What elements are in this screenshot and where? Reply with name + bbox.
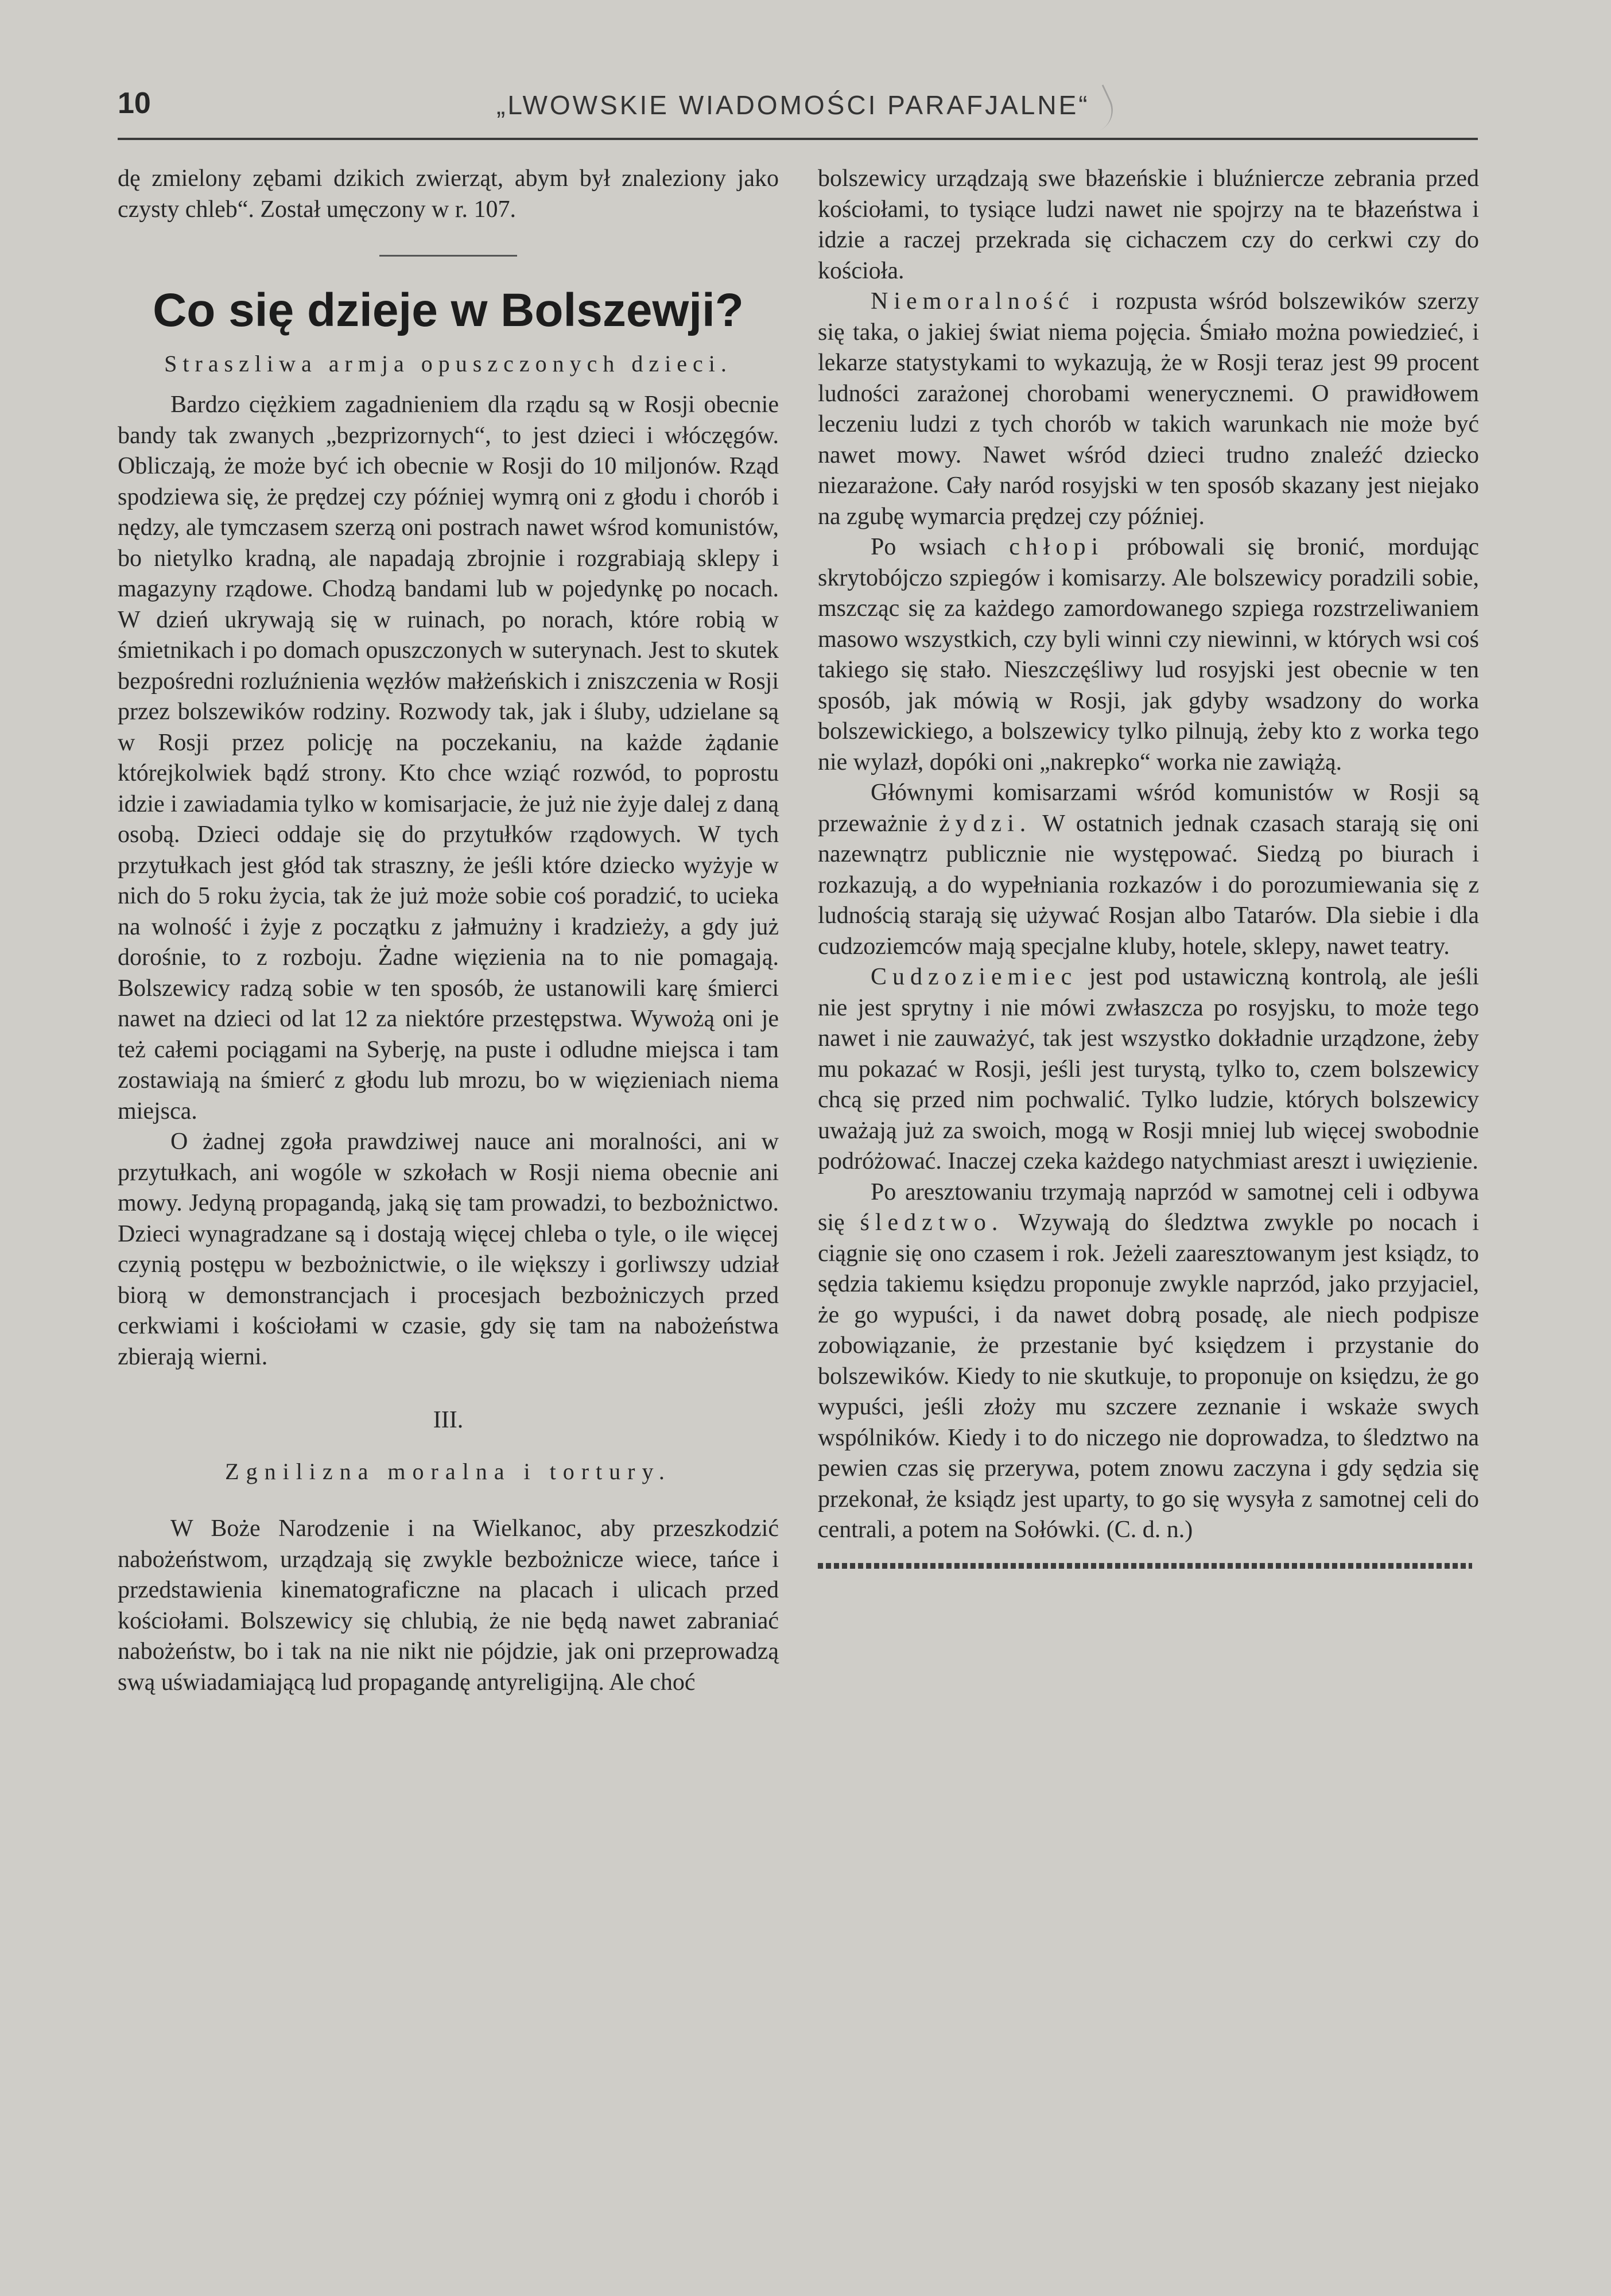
paragraph [818,532,1479,778]
article-headline: Co się dzieje w Bolszewji? [153,284,744,336]
emphasis-text: Cudzoziemiec [871,964,1078,990]
emphasis-text: żydzi. [938,810,1032,837]
running-title: „LWOWSKIE WIADOMOŚCI PARAFJALNE“ [496,90,1090,120]
section-number: III. [433,1407,464,1433]
separator-rule [379,255,517,257]
intro-paragraph: dę zmielony zębami dzikich zwierząt, abym był znaleziony jako czysty chleb“. Został umęczony w r. 107. [118,165,779,223]
paragraph-text: Wzywają do śledztwa zwykle po nocach i ciągnie się ono czasem i rok. Jeżeli zaaresztowanym jest ksiądz, to sędzia takiemu księdzu proponuje zwykle naprzód, jako przyjaciel, że go wypuści, i da nawet dobrą posadę, ale niech podpisze zobowiązanie, że przestanie być księdzem i przystanie do bolszewików. Kiedy to nie skutkuje, to proponuje on księdzu, że go wypuści, jeśli złoży mu szczere zeznanie i wskaże swych wspólników. Kiedy i to do niczego nie doprowadza, to śledztwo na pewien czas się przerywa, potem znowu zaczyna i gdy sędzia się przekonał, że ksiądz jest uparty, to go się wysyła z samotnej celi do centrali, a potem na Sołówki. [818,1209,1479,1543]
paragraph-text: rozpusta wśród bolszewików szerzy się taka, o jakiej świat niema pojęcia. Śmiało można powiedzieć, i lekarze statystykami to wykazują, że w Rosji teraz jest 99 procent ludności zarażonej chorobami wenerycznemi. O prawidłowem leczeniu ludzi z tych chorób w takich warunkach nie może być nawet mowy. Nawet wśród dzieci trudno znaleźć dziecko niezarażone. Cały naród rosyjski w ten sposób skazany jest niejako na zgubę wymarcia prędzej czy później. [818,288,1479,530]
emphasis-text: chłopi [1009,534,1104,560]
paragraph-text: próbowali się bronić, mordując skrytobójczo szpiegów i komisarzy. Ale bolszewicy poradzili sobie, mszcząc się za każdego zamordowanego szpiega rozstrzeliwaniem masowo wszystkich, czy byli winni czy niewinni, w których wsi coś takiego się stało. Nieszczęśliwy lud rosyjski jest obecnie w ten sposób, jak mówią w Rosji, jak gdyby wsadzony do worka bolszewickiego, a bolszewicy tylko pilnują, żeby kto z worka tego nie wylazł, dopóki oni „nakrepko“ worka nie zawiążą. [818,534,1479,775]
paragraph-text: Po aresztowaniu trzymają naprzód w samotnej celi i odbywa się [818,1178,1479,1236]
continued-note: (C. d. n.) [1106,1517,1193,1543]
emphasis-text: Niemoralność i [871,288,1105,315]
end-rule [818,1563,1472,1569]
paragraph [818,286,1479,532]
emphasis-text: śledztwo. [860,1209,1004,1236]
paragraph [818,962,1479,1177]
paragraph [818,778,1479,962]
paragraph: O żadnej zgoła prawdziwej nauce ani moralności, ani w przytułkach, ani wogóle w szkołach w Rosji niema obecnie ani mowy. Jedyną propagandą, jaką się tam prowadzi, to bezbożnictwo. Dzieci wynagradzane są i dostają więcej chleba o tyle, o ile więcej czynią postępu w bezbożnictwie, o ile większy i gorliwszy udział biorą w demonstrancjach i procesjach bezbożniczych przed cerkwiami i kościołami w czasie, gdy się tam na nabożeństwa zbierają wierni. [118,1128,779,1370]
paragraph-text: jest pod ustawiczną kontrolą, ale jeśli nie jest sprytny i nie mówi zwłaszcza po rosyjsku, to może tego nawet i nie zauważyć, tak jest wszystko dokładnie urządzone, żeby mu pokazać w Rosji, jeśli jest turystą, tylko to, czem bolszewicy chcą się przed nim pochwalić. Tylko ludzie, których bolszewicy uważają już za swoich, mogą w Rosji mniej lub więcej swobodnie podróżować. Inaczej czeka każdego natychmiast areszt i uwięzienie. [818,964,1479,1174]
page-header [118,86,1478,140]
paragraph [818,1177,1479,1546]
paragraph-text: W ostatnich jednak czasach starają się oni nazewnątrz publicznie nie występować. Siedzą po biurach i rozkazują, a do wypełniania rozkazów i do porozumiewania się z ludnością starają się używać Rosjan albo Tatarów. Dla siebie i dla cudzoziemców mają specjalne kluby, hotele, sklepy, nawet teatry. [818,810,1479,960]
article-subheading: Straszliwa armja opuszczonych dzieci. [164,351,732,377]
left-column [118,164,779,1698]
paragraph-text: Głównymi komisarzami wśród komunistów w Rosji są przeważnie [818,779,1479,837]
section-title: Zgnilizna moralna i tortury. [225,1459,671,1484]
paragraph: Bardzo ciężkiem zagadnieniem dla rządu są w Rosji obecnie bandy tak zwanych „bezprizornych“, to jest dzieci i włóczęgów. Obliczają, że może być ich obecnie w Rosji do 10 miljonów. Rząd spodziewa się, że prędzej czy później wymrą oni z głodu i chorób i nędzy, ale tymczasem szerzą oni postrach nawet wśrod komunistów, bo nietylko kradną, ale napadają zbrojnie i rozgrabiają sklepy i magazyny rządowe. Chodzą bandami lub w pojedynkę po nocach. W dzień ukrywają się w ruinach, po norach, które robią w śmietnikach i po domach opuszczonych w suterynach. Jest to skutek bezpośredni rozluźnienia węzłów małżeńskich i zniszczenia w Rosji przez bolszewików rodziny. Rozwody tak, jak i śluby, udzielane są w Rosji przez policję na poczekaniu, na każde żądanie którejkolwiek bądź strony. Kto chce wziąć rozwód, to poprostu idzie i zawiadamia tylko w komisarjacie, że już nie żyje dalej z daną osobą. Dzieci oddaje się do przytułków rządowych. W tych przytułkach jest głód tak straszny, że jeśli które dziecko wyżyje w nich do 5 roku życia, tak że już może sobie coś poradzić, to ucieka na wolność i żyje z początku z jałmużny i kradzieży, a gdy już dorośnie, to z rozboju. Żadne więzienia na to nie pomagają. Bolszewicy radzą sobie w ten sposób, że ustanowili karę śmierci nawet na dzieci od lat 12 za niektóre przestępstwa. Wywożą oni je też całemi pociągami na Syberję, na puste i odludne miejsca i tam zostawiają na śmierć z głodu lub mrozu, bo w więzieniach niema miejsca. [118,391,779,1124]
paragraph: W Boże Narodzenie i na Wielkanoc, aby przeszkodzić nabożeństwom, urządzają się zwykle bezbożnicze wiece, tańce i przedstawienia kinematograficzne na placach i ulicach przed kościołami. Bolszewicy się chlubią, że nie będą nawet zabraniać nabożeństw, bo i tak na nie nikt nie pójdzie, jak oni przeprowadzą swą uświadamiającą lud propagandę antyreligijną. Ale choć [118,1515,779,1696]
right-column [818,164,1479,1569]
paragraph-text: Po wsiach [871,534,987,560]
paragraph: bolszewicy urządzają swe błazeńskie i bluźniercze zebrania przed kościołami, to tysiące ludzi nawet nie spojrzy na te błazeństwa i idzie a raczej przekrada się cichaczem czy do cerkwi czy do kościoła. [818,165,1479,284]
page-number: 10 [118,87,151,120]
